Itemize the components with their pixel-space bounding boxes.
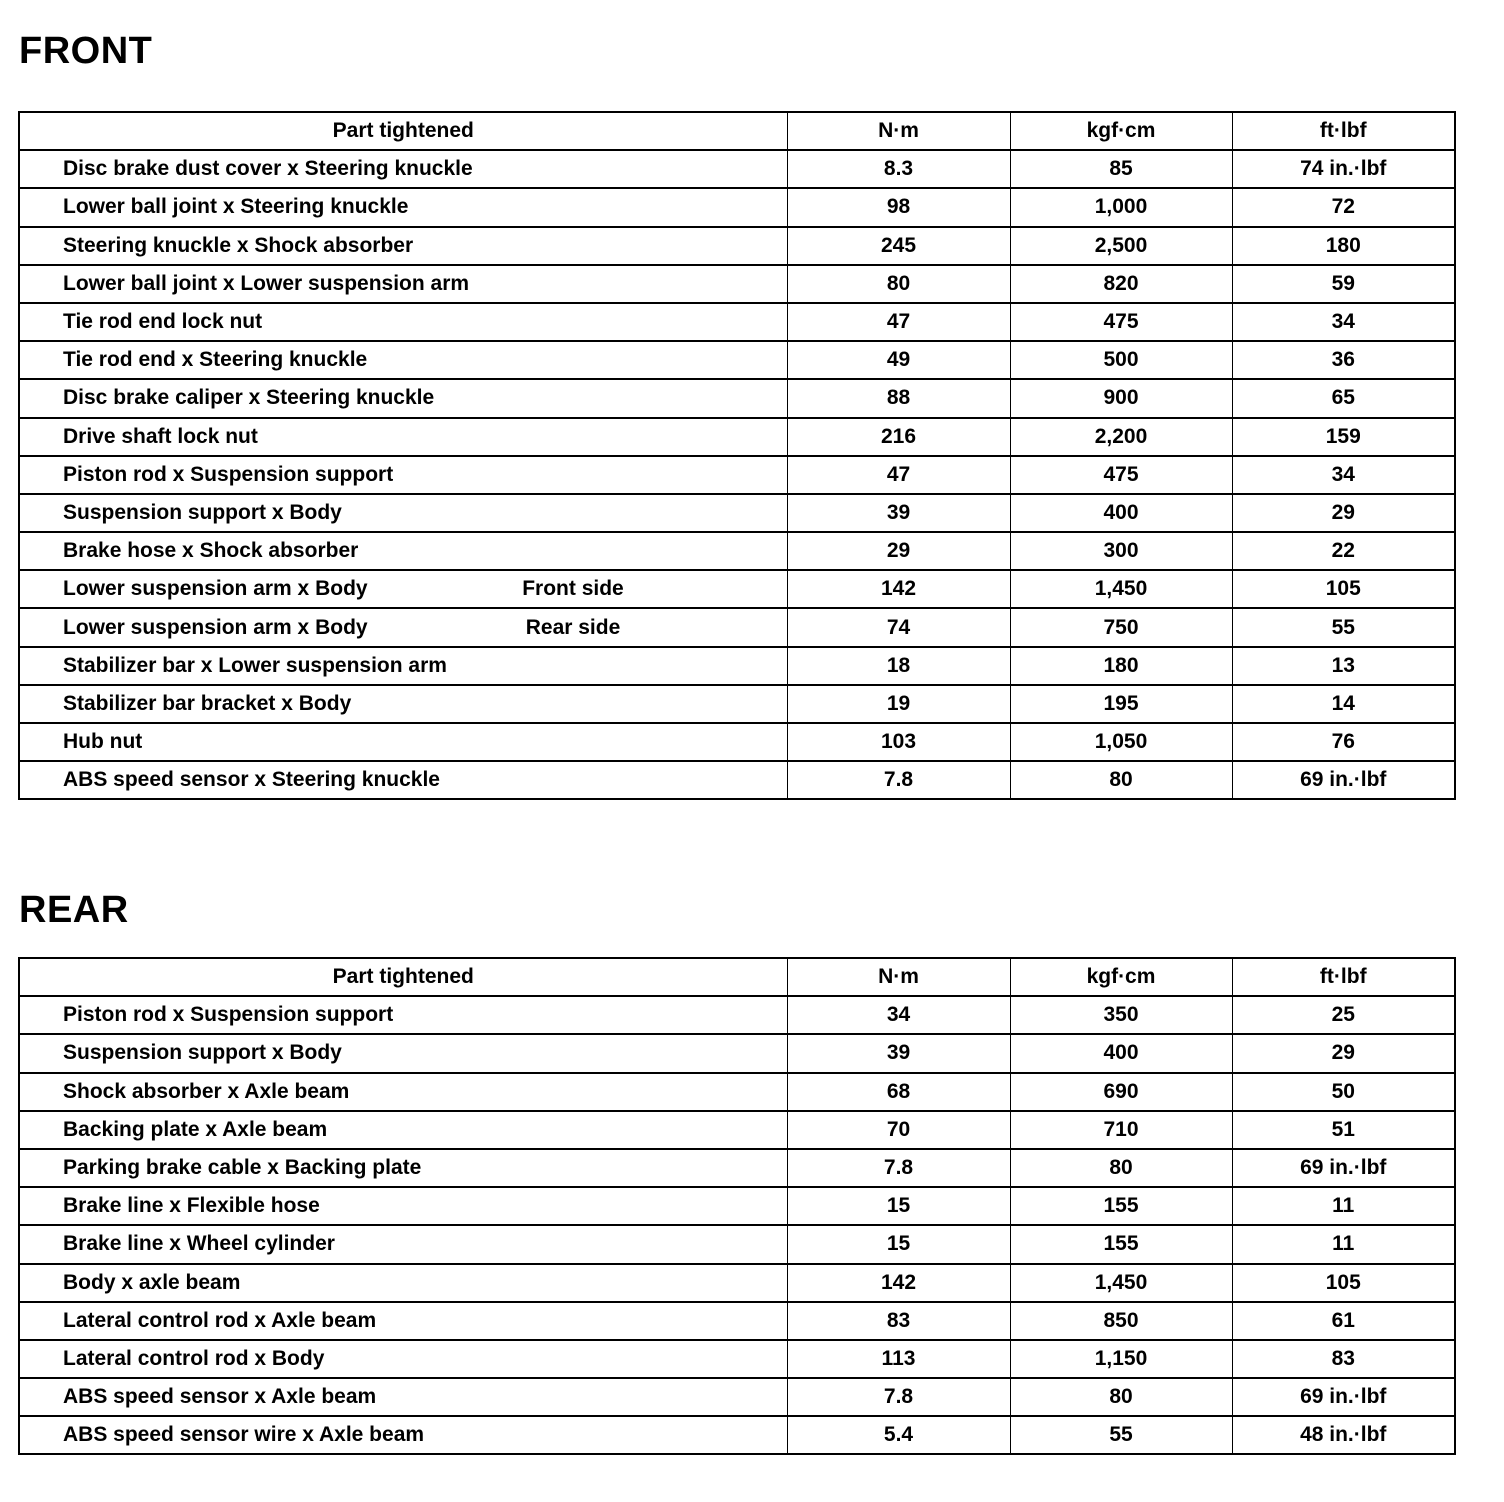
part-name: Brake hose x Shock absorber [63,539,359,563]
torque-ft-lbf-cell: 76 [1232,723,1455,761]
part-name: Hub nut [63,730,143,754]
torque-ft-lbf-cell: 25 [1232,996,1455,1034]
part-name: Piston rod x Suspension support [63,462,394,486]
part-tightened-cell [19,647,787,685]
part-name: Suspension support x Body [63,500,342,524]
torque-kgf-cm-cell: 1,450 [1010,1264,1232,1302]
table-row [19,1187,1455,1225]
torque-ft-lbf-cell: 13 [1232,647,1455,685]
torque-ft-lbf-cell: 50 [1232,1073,1455,1111]
header-kgf-cm: kgf·cm [1010,958,1232,996]
part-name: ABS speed sensor x Axle beam [63,1385,377,1409]
header-nm: N·m [787,958,1010,996]
part-name: Disc brake dust cover x Steering knuckle [63,157,473,181]
table-row [19,1302,1455,1340]
torque-ft-lbf-cell: 34 [1232,303,1455,341]
table-row [19,1073,1455,1111]
torque-nm-cell: 34 [787,996,1010,1034]
part-tightened-cell [19,1264,787,1302]
table-row [19,1340,1455,1378]
torque-kgf-cm-cell: 750 [1010,608,1232,646]
torque-nm-cell: 5.4 [787,1416,1010,1454]
table-row [19,761,1455,799]
table-row [19,1264,1455,1302]
part-name: Lateral control rod x Body [63,1346,325,1370]
torque-ft-lbf-cell: 83 [1232,1340,1455,1378]
torque-kgf-cm-cell: 55 [1010,1416,1232,1454]
part-tightened-cell [19,570,787,608]
torque-ft-lbf-cell: 59 [1232,265,1455,303]
torque-kgf-cm-cell: 1,450 [1010,570,1232,608]
torque-nm-cell: 70 [787,1111,1010,1149]
part-name: Stabilizer bar bracket x Body [63,691,352,715]
torque-nm-cell: 39 [787,494,1010,532]
part-name: Piston rod x Suspension support [63,1003,394,1027]
table-row [19,608,1455,646]
part-tightened-cell [19,150,787,188]
part-name: Lower suspension arm x Body [63,577,368,601]
torque-nm-cell: 142 [787,1264,1010,1302]
torque-nm-cell: 74 [787,608,1010,646]
torque-nm-cell: 245 [787,227,1010,265]
part-name: Parking brake cable x Backing plate [63,1156,422,1180]
part-tightened-cell [19,532,787,570]
part-tightened-cell [19,1149,787,1187]
torque-ft-lbf-cell: 69 in.·lbf [1232,761,1455,799]
part-tightened-cell [19,1111,787,1149]
torque-kgf-cm-cell: 710 [1010,1111,1232,1149]
torque-ft-lbf-cell: 159 [1232,418,1455,456]
table-row [19,1416,1455,1454]
torque-nm-cell: 15 [787,1225,1010,1263]
part-tightened-cell [19,1073,787,1111]
torque-ft-lbf-cell: 48 in.·lbf [1232,1416,1455,1454]
torque-ft-lbf-cell: 29 [1232,494,1455,532]
part-tightened-cell [19,1302,787,1340]
torque-nm-cell: 98 [787,188,1010,226]
torque-nm-cell: 18 [787,647,1010,685]
part-tightened-cell [19,418,787,456]
part-tightened-cell [19,761,787,799]
table-row [19,379,1455,417]
table-row [19,418,1455,456]
torque-ft-lbf-cell: 55 [1232,608,1455,646]
torque-kgf-cm-cell: 80 [1010,761,1232,799]
rear-torque-table [18,957,1456,1455]
table-row [19,685,1455,723]
torque-ft-lbf-cell: 14 [1232,685,1455,723]
torque-nm-cell: 83 [787,1302,1010,1340]
torque-ft-lbf-cell: 61 [1232,1302,1455,1340]
table-row [19,996,1455,1034]
part-name: Lower ball joint x Lower suspension arm [63,271,470,295]
part-name: Backing plate x Axle beam [63,1117,328,1141]
part-name: Tie rod end x Steering knuckle [63,348,368,372]
torque-nm-cell: 49 [787,341,1010,379]
torque-kgf-cm-cell: 500 [1010,341,1232,379]
torque-nm-cell: 47 [787,303,1010,341]
part-name: Drive shaft lock nut [63,424,258,448]
part-tightened-cell [19,1378,787,1416]
torque-kgf-cm-cell: 850 [1010,1302,1232,1340]
part-tightened-cell [19,996,787,1034]
table-row [19,1225,1455,1263]
torque-ft-lbf-cell: 72 [1232,188,1455,226]
part-tightened-cell [19,685,787,723]
torque-kgf-cm-cell: 475 [1010,456,1232,494]
torque-kgf-cm-cell: 2,200 [1010,418,1232,456]
table-row [19,150,1455,188]
torque-kgf-cm-cell: 400 [1010,1034,1232,1072]
part-tightened-cell [19,379,787,417]
torque-nm-cell: 216 [787,418,1010,456]
torque-ft-lbf-cell: 29 [1232,1034,1455,1072]
torque-kgf-cm-cell: 1,000 [1010,188,1232,226]
table-row [19,570,1455,608]
table-row [19,723,1455,761]
part-name: Lateral control rod x Axle beam [63,1308,377,1332]
part-name: Brake line x Wheel cylinder [63,1232,335,1256]
torque-kgf-cm-cell: 80 [1010,1378,1232,1416]
torque-kgf-cm-cell: 900 [1010,379,1232,417]
part-name: ABS speed sensor wire x Axle beam [63,1423,425,1447]
part-tightened-cell [19,494,787,532]
torque-ft-lbf-cell: 34 [1232,456,1455,494]
torque-kgf-cm-cell: 2,500 [1010,227,1232,265]
part-tightened-cell [19,608,787,646]
part-tightened-cell [19,1416,787,1454]
torque-ft-lbf-cell: 105 [1232,570,1455,608]
torque-nm-cell: 7.8 [787,761,1010,799]
table-row [19,456,1455,494]
torque-kgf-cm-cell: 400 [1010,494,1232,532]
torque-kgf-cm-cell: 155 [1010,1225,1232,1263]
torque-kgf-cm-cell: 300 [1010,532,1232,570]
header-row [19,112,1455,150]
torque-nm-cell: 8.3 [787,150,1010,188]
torque-nm-cell: 47 [787,456,1010,494]
torque-kgf-cm-cell: 85 [1010,150,1232,188]
torque-kgf-cm-cell: 180 [1010,647,1232,685]
torque-nm-cell: 142 [787,570,1010,608]
side-note: Rear side [525,615,621,639]
torque-kgf-cm-cell: 475 [1010,303,1232,341]
part-tightened-cell [19,1187,787,1225]
part-name: Shock absorber x Axle beam [63,1079,350,1103]
header-part-tightened: Part tightened [19,112,787,150]
part-tightened-cell [19,341,787,379]
part-tightened-cell [19,1034,787,1072]
table-row [19,494,1455,532]
torque-nm-cell: 29 [787,532,1010,570]
torque-nm-cell: 7.8 [787,1378,1010,1416]
torque-nm-cell: 19 [787,685,1010,723]
part-name: Brake line x Flexible hose [63,1194,320,1218]
table-row [19,1378,1455,1416]
torque-ft-lbf-cell: 36 [1232,341,1455,379]
part-name: Body x axle beam [63,1270,241,1294]
torque-kgf-cm-cell: 1,050 [1010,723,1232,761]
part-tightened-cell [19,1225,787,1263]
table-row [19,227,1455,265]
part-name: Steering knuckle x Shock absorber [63,233,414,257]
torque-ft-lbf-cell: 11 [1232,1187,1455,1225]
torque-kgf-cm-cell: 820 [1010,265,1232,303]
part-name: Stabilizer bar x Lower suspension arm [63,653,447,677]
torque-nm-cell: 88 [787,379,1010,417]
table-row [19,1111,1455,1149]
header-part-tightened: Part tightened [19,958,787,996]
torque-nm-cell: 103 [787,723,1010,761]
torque-nm-cell: 68 [787,1073,1010,1111]
torque-nm-cell: 80 [787,265,1010,303]
torque-ft-lbf-cell: 180 [1232,227,1455,265]
torque-kgf-cm-cell: 350 [1010,996,1232,1034]
torque-ft-lbf-cell: 69 in.·lbf [1232,1378,1455,1416]
table-row [19,647,1455,685]
torque-ft-lbf-cell: 11 [1232,1225,1455,1263]
header-nm: N·m [787,112,1010,150]
part-name: ABS speed sensor x Steering knuckle [63,768,440,792]
part-tightened-cell [19,265,787,303]
table-row [19,188,1455,226]
table-row [19,1149,1455,1187]
torque-ft-lbf-cell: 105 [1232,1264,1455,1302]
part-name: Lower suspension arm x Body [63,615,368,639]
part-tightened-cell [19,227,787,265]
table-row [19,303,1455,341]
part-tightened-cell [19,723,787,761]
header-kgf-cm: kgf·cm [1010,112,1232,150]
part-name: Lower ball joint x Steering knuckle [63,195,409,219]
torque-nm-cell: 15 [787,1187,1010,1225]
torque-ft-lbf-cell: 51 [1232,1111,1455,1149]
front-torque-table [18,111,1456,800]
part-name: Disc brake caliper x Steering knuckle [63,386,435,410]
part-tightened-cell [19,456,787,494]
part-tightened-cell [19,188,787,226]
torque-kgf-cm-cell: 155 [1010,1187,1232,1225]
table-row [19,265,1455,303]
rear-section-title: REAR [19,889,129,931]
torque-ft-lbf-cell: 74 in.·lbf [1232,150,1455,188]
header-ft-lbf: ft·lbf [1232,112,1455,150]
part-name: Tie rod end lock nut [63,310,263,334]
header-ft-lbf: ft·lbf [1232,958,1455,996]
side-note: Front side [522,577,624,601]
torque-kgf-cm-cell: 80 [1010,1149,1232,1187]
torque-nm-cell: 39 [787,1034,1010,1072]
torque-nm-cell: 7.8 [787,1149,1010,1187]
torque-kgf-cm-cell: 1,150 [1010,1340,1232,1378]
part-tightened-cell [19,303,787,341]
torque-ft-lbf-cell: 69 in.·lbf [1232,1149,1455,1187]
table-row [19,1034,1455,1072]
part-name: Suspension support x Body [63,1041,342,1065]
table-row [19,532,1455,570]
front-section-title: FRONT [19,30,153,72]
torque-ft-lbf-cell: 22 [1232,532,1455,570]
torque-ft-lbf-cell: 65 [1232,379,1455,417]
torque-kgf-cm-cell: 195 [1010,685,1232,723]
part-tightened-cell [19,1340,787,1378]
table-row [19,341,1455,379]
torque-kgf-cm-cell: 690 [1010,1073,1232,1111]
torque-nm-cell: 113 [787,1340,1010,1378]
header-row [19,958,1455,996]
